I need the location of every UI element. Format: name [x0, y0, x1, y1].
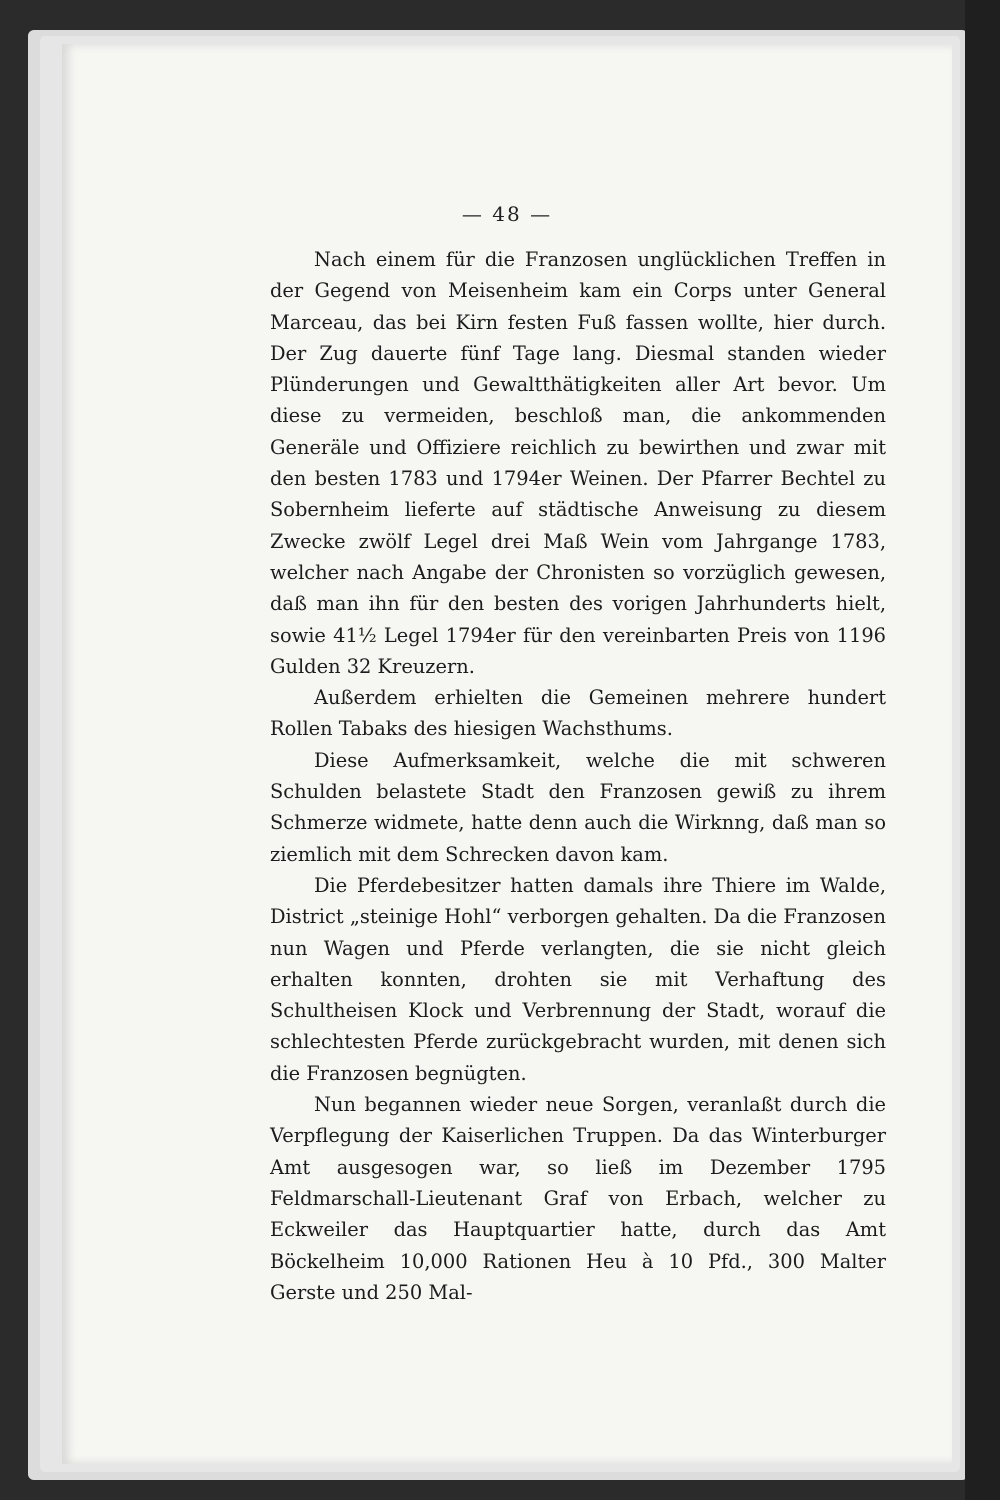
page-number: — 48 — — [461, 202, 553, 226]
paragraph-1: Nach einem für die Franzosen unglücklichen Treffen in der Gegend von Meisenheim kam ein Corps unter General Marceau, das bei Kirn festen Fuß fassen wollte, hier durch. Der Zug dauerte fünf Tage lang. Diesmal standen wieder Plünderungen und Gewaltthätigkeiten aller Art bevor. Um diese zu vermeiden, beschloß man, die ankommenden Generäle und Offiziere reichlich zu bewirthen und zwar mit den besten 1783 und 1794er Weinen. Der Pfarrer Bechtel zu Sobernheim lieferte auf städtische Anweisung zu diesem Zwecke zwölf Legel drei Maß Wein vom Jahrgange 1783, welcher nach Angabe der Chronisten so vorzüglich gewesen, daß man ihn für den besten des vorigen Jahrhunderts hielt, sowie 41½ Legel 1794er für den vereinbarten Preis von 1196 Gulden 32 Kreuzern. — [270, 248, 886, 678]
body-text — [270, 244, 886, 1308]
book-page — [62, 44, 952, 1464]
paragraph-4: Die Pferdebesitzer hatten damals ihre Thiere im Walde, District „steinige Hohl“ verborgen gehalten. Da die Franzosen nun Wagen und Pferde verlangten, die sie nicht gleich erhalten konnten, drohten sie mit Verhaftung des Schultheisen Klock und Verbrennung der Stadt, worauf die schlechtesten Pferde zurückgebracht wurden, mit denen sich die Franzosen begnügten. — [270, 873, 886, 1085]
scan-edge — [965, 0, 1000, 1500]
paragraph-5: Nun begannen wieder neue Sorgen, veranlaßt durch die Verpflegung der Kaiserlichen Truppen. Da das Winterburger Amt ausgesogen war, so ließ im Dezember 1795 Feldmarschall-Lieutenant Graf von Erbach, welcher zu Eckweiler das Hauptquartier hatte, durch das Amt Böckelheim 10,000 Rationen Heu à 10 Pfd., 300 Malter Gerste und 250 Mal- — [270, 1093, 886, 1304]
paragraph-2: Außerdem erhielten die Gemeinen mehrere hundert Rollen Tabaks des hiesigen Wachsthums. — [270, 686, 886, 741]
paragraph-3: Diese Aufmerksamkeit, welche die mit schweren Schulden belastete Stadt den Franzosen gewiß zu ihrem Schmerze widmete, hatte denn auch die Wirknng, daß man so ziemlich mit dem Schrecken davon kam. — [270, 748, 886, 866]
